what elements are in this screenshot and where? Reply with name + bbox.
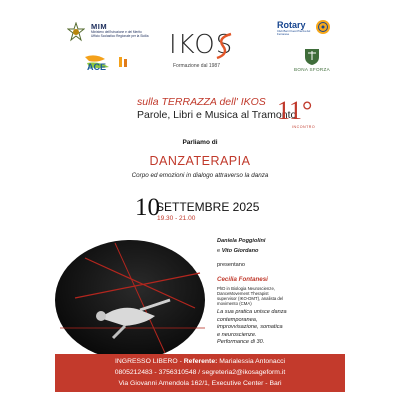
meeting-label: INCONTRO: [292, 125, 316, 129]
topic-title: DANZATERAPIA: [149, 154, 251, 168]
footer-address: Via Giovanni Amendola 162/1, Executive Center - Bari: [118, 380, 282, 387]
rotary-club: Club Bari Ovest Piazza del Ferrarese: [277, 29, 311, 37]
mim-title: MIM: [91, 22, 108, 31]
rotary-wheel-icon: [315, 19, 331, 35]
event-poster: [55, 8, 345, 392]
series-title: Parole, Libri e Musica al Tramonto: [137, 109, 297, 121]
italian-emblem-icon: [67, 22, 85, 42]
host-2: Vito Giordano: [221, 248, 259, 254]
presentano-label: presentano: [217, 262, 245, 268]
rotary-wordmark: Rotary: [277, 20, 306, 30]
host-1: Daniela Poggiolini: [217, 238, 266, 244]
event-day: 10: [135, 194, 160, 221]
ikos-since: Formazione dal 1987: [173, 63, 220, 69]
mim-office: Ufficio Scolastico Regionale per la Sicilia: [91, 33, 149, 38]
mim-subtitle: Ministero dell'Istruzione e del Merito: [91, 30, 142, 34]
rotary-logo: [277, 18, 333, 42]
bona-crest-icon: [302, 46, 322, 66]
meeting-number: 11°: [277, 96, 313, 125]
event-time: 19.30 - 21.00: [157, 215, 196, 222]
guest-bio: PhD in Biologia Neuroscienze, DanceMovement Therapist supervisor (IKO-DMT), analista del movimento (CMA): [217, 286, 284, 306]
event-month: SETTEMBRE 2025: [156, 200, 260, 214]
intro-label: Parliamo di: [182, 139, 218, 146]
footer-bar: [55, 354, 345, 392]
ikos-swoosh-icon: [215, 32, 235, 60]
topic-tagline: Corpo ed emozioni in dialogo attraverso la danza: [131, 172, 269, 179]
ace-label: ACE: [87, 62, 107, 72]
ikos-logo: [165, 30, 239, 76]
bona-wordmark: BONA SFORZA: [294, 67, 330, 72]
ace-logo: [75, 53, 135, 79]
footer-contacts[interactable]: 0805212483 - 3756310548 / segreteria2@ikosageform.it: [114, 369, 286, 376]
dancer-photo: [55, 238, 205, 358]
ikos-wordmark: IKOS: [169, 30, 234, 60]
footer-entry: INGRESSO LIBERO - Referente: Marialessia Antonacci: [115, 358, 285, 365]
bona-sforza-logo: [287, 46, 337, 74]
venue-title: sulla TERRAZZA dell' IKOS: [137, 96, 266, 108]
guest-name: Cecilia Fontanesi: [217, 276, 268, 283]
guest-description: La sua pratica unisce danza contemporanea, improvvisazione, somatica e neuroscienze. Performance di 30.: [217, 309, 287, 345]
host-and: e: [217, 248, 221, 254]
